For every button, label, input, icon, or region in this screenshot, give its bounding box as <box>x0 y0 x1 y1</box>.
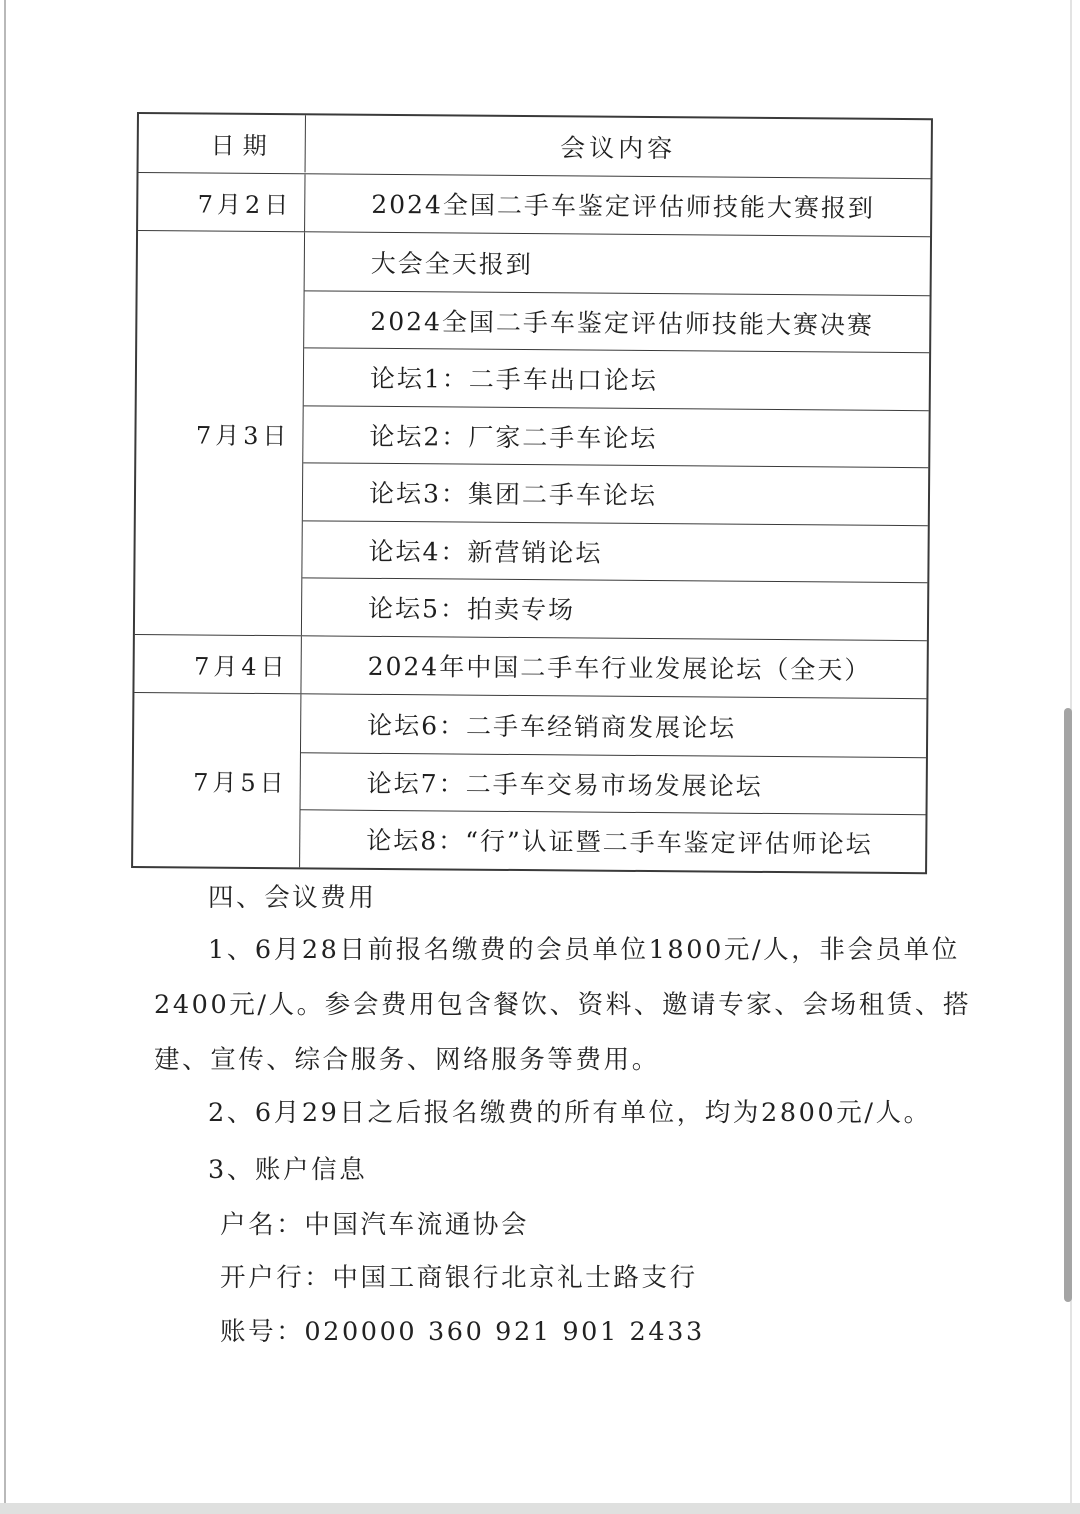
header-content: 会议内容 <box>560 133 677 163</box>
bank-label: 开户行： <box>220 1263 333 1293</box>
account-info-heading: 3、账户信息 <box>208 1155 368 1185</box>
account-name-label: 户名： <box>220 1210 305 1240</box>
content-cell: 论坛4：新营销论坛 <box>302 520 927 582</box>
account-number-value: 020000 360 921 901 2433 <box>304 1317 705 1347</box>
content-cell: 2024年中国二手车行业发展论坛（全天） <box>367 652 872 686</box>
account-name-value: 中国汽车流通协会 <box>304 1210 530 1240</box>
content-cell: 2024全国二手车鉴定评估师技能大赛决赛 <box>304 290 929 352</box>
date-cell: 7月3日 <box>135 231 305 635</box>
content-cell: 论坛8：“行”认证暨二手车鉴定评估师论坛 <box>300 809 925 871</box>
date-cell: 7月4日 <box>134 634 301 693</box>
content-cell: 论坛2：厂家二手车论坛 <box>303 405 928 467</box>
table-row-jul5 <box>133 692 926 872</box>
date-cell: 7月5日 <box>133 693 301 867</box>
table-row-jul4 <box>134 633 926 698</box>
content-cell: 论坛3：集团二手车论坛 <box>303 462 928 524</box>
fee-item1-line1: 1、6月28日前报名缴费的会员单位1800元/人，非会员单位 <box>208 935 960 965</box>
fees-heading: 四、会议费用 <box>208 883 377 913</box>
header-date: 日期 <box>139 114 306 172</box>
bank-line <box>220 1258 698 1294</box>
account-number-label: 账号： <box>220 1317 305 1347</box>
account-name-line <box>220 1205 529 1241</box>
account-number-line <box>220 1312 705 1348</box>
content-cell: 2024全国二手车鉴定评估师技能大赛报到 <box>371 190 876 224</box>
content-cell: 大会全天报到 <box>370 248 533 279</box>
fee-item1-line3: 建、宣传、综合服务、网络服务等费用。 <box>154 1045 660 1075</box>
content-cell: 论坛1：二手车出口论坛 <box>304 347 929 409</box>
bottom-bar <box>0 1503 1080 1514</box>
fee-item1-line2: 2400元/人。参会费用包含餐饮、资料、邀请专家、会场租赁、搭 <box>154 990 972 1020</box>
bank-value: 中国工商银行北京礼士路支行 <box>332 1263 698 1293</box>
table-row-jul2 <box>138 172 930 237</box>
table-header-row <box>139 114 931 178</box>
content-cell: 论坛5：拍卖专场 <box>302 577 927 639</box>
content-cell: 论坛6：二手车经销商发展论坛 <box>367 710 737 743</box>
content-cell: 论坛7：二手车交易市场发展论坛 <box>301 752 926 814</box>
schedule-table <box>131 112 933 874</box>
fee-item2: 2、6月29日之后报名缴费的所有单位，均为2800元/人。 <box>208 1098 932 1128</box>
page-left-edge <box>4 0 6 1503</box>
table-row-jul3 <box>135 230 930 640</box>
vertical-scrollbar-thumb[interactable] <box>1064 708 1072 1302</box>
date-cell: 7月2日 <box>138 173 305 232</box>
